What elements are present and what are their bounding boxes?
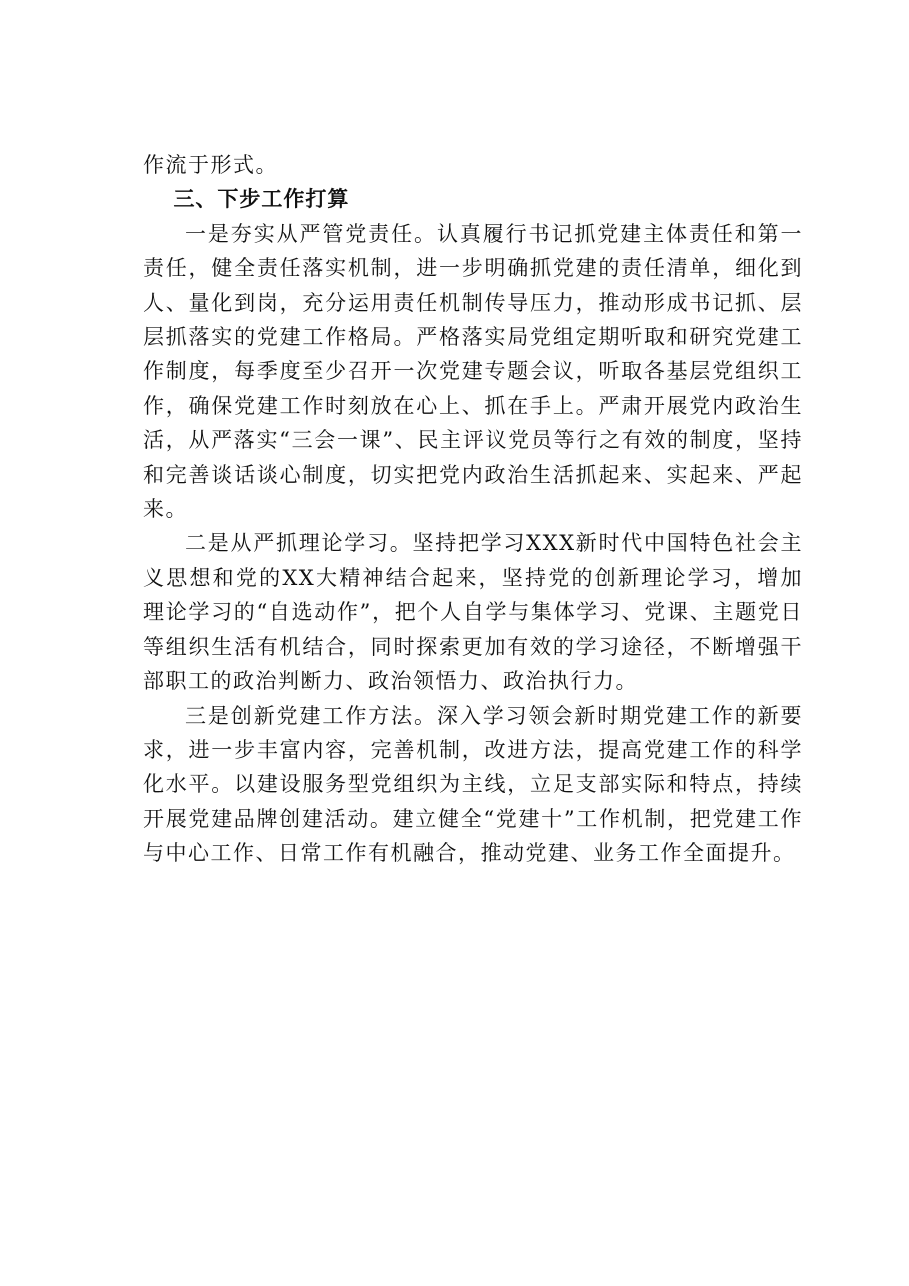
continuation-text: 作流于形式。 — [143, 153, 278, 177]
section-heading: 三、下步工作打算 — [173, 187, 350, 212]
paragraph-work-methods: 三是创新党建工作方法。深入学习领会新时期党建工作的新要求，进一步丰富内容，完善机制，改进方法，提高党建工作的科学化水平。以建设服务型党组织为主线，立足支部实际和特点，持续开展党建品牌创建活动。建立健全“党建十”工作机制，把党建工作与中心工作、日常工作有机融合，推动党建、业务工作全面提升。 — [143, 703, 803, 866]
document-body — [143, 148, 803, 871]
paragraph-theory-study: 二是从严抓理论学习。坚持把学习XXX新时代中国特色社会主义思想和党的XX大精神结合起来，坚持党的创新理论学习，增加理论学习的“自选动作”，把个人自学与集体学习、党课、主题党日等组织生活有机结合，同时探索更加有效的学习途径，不断增强干部职工的政治判断力、政治领悟力、政治执行力。 — [143, 531, 803, 694]
paragraph-responsibility: 一是夯实从严管党责任。认真履行书记抓党建主体责任和第一责任，健全责任落实机制，进一步明确抓党建的责任清单，细化到人、量化到岗，充分运用责任机制传导压力，推动形成书记抓、层层抓落实的党建工作格局。严格落实局党组定期听取和研究党建工作制度，每季度至少召开一次党建专题会议，听取各基层党组织工作，确保党建工作时刻放在心上、抓在手上。严肃开展党内政治生活，从严落实“三会一课”、民主评议党员等行之有效的制度，坚持和完善谈话谈心制度，切实把党内政治生活抓起来、实起来、严起来。 — [143, 221, 803, 522]
